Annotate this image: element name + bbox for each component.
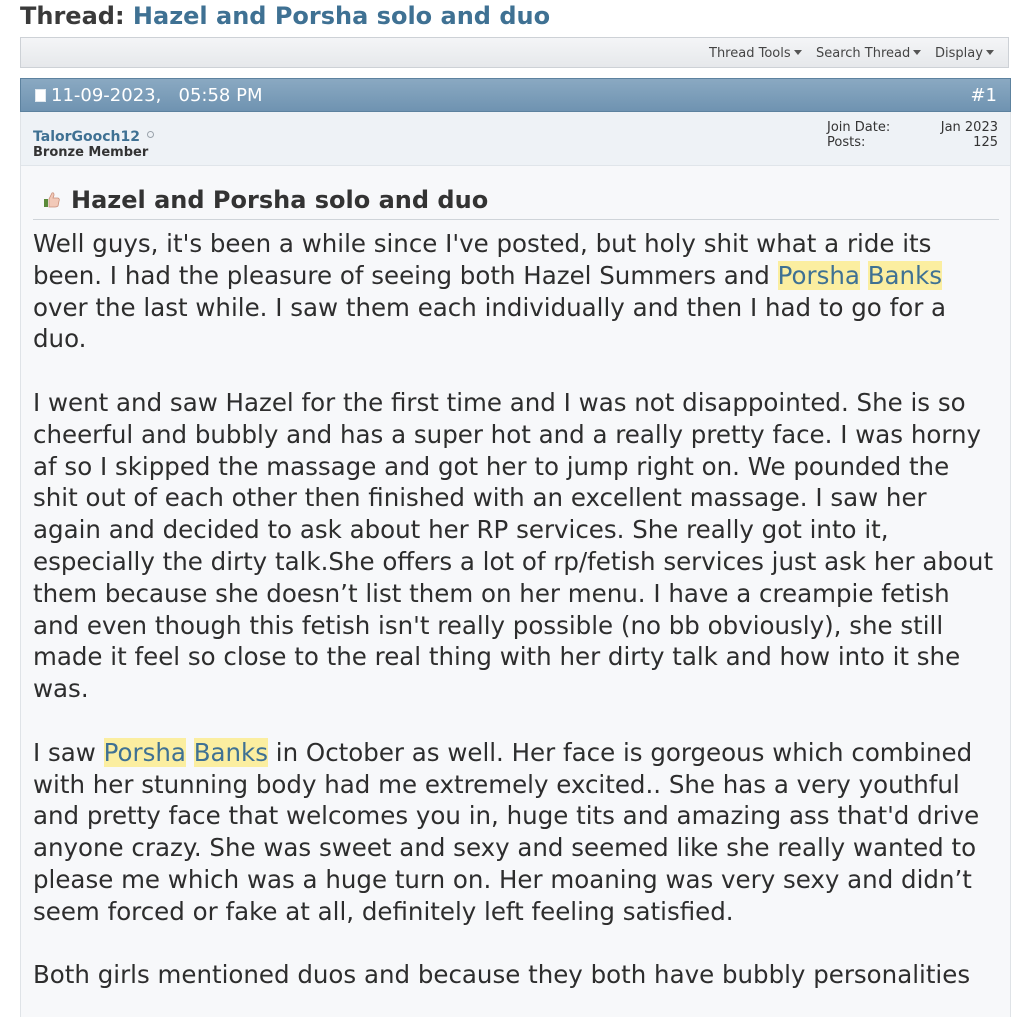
user-rank: Bronze Member: [33, 145, 149, 160]
post-status-icon: [35, 89, 46, 102]
thread-heading: [20, 0, 550, 32]
post-body: [20, 112, 1011, 1017]
thread-toolbar: [20, 37, 1009, 68]
text-run: I saw: [33, 737, 104, 767]
post-message: [33, 228, 999, 1023]
search-thread-label: Search Thread: [816, 46, 911, 61]
user-info-bar: [21, 112, 1010, 166]
chevron-down-icon: [986, 50, 994, 55]
paragraph-1: [33, 228, 999, 355]
text-run: in October as well. Her face is gorgeous which combined with her stunning body had me extremely excited.. She has a very youthful and pretty face that welcomes you in, huge tits and amazing ass that'd drive anyone crazy. She was sweet and sexy and seemed like she really wanted to please me which was a huge turn on. Her moaning was very sexy and didn’t seem forced or fake at all, definitely left feeling satisfied.: [33, 737, 980, 926]
thread-label: Thread:: [20, 2, 125, 30]
post-title: Hazel and Porsha solo and duo: [71, 186, 489, 214]
paragraph-3: [33, 737, 999, 928]
paragraph-2: I went and saw Hazel for the first time and I was not disappointed. She is so cheerful and bubbly and has a super hot and a really pretty face. I was horny af so I skipped the massage and got her to jump right on. We pounded the shit out of each other then finished with an excellent massage. I saw her again and decided to ask about her RP services. She really got into it, especially the dirty talk.She offers a lot of rp/fetish services just ask her about them because she doesn’t list them on her menu. I have a creampie fetish and even though this fetish isn't really possible (no bb obviously), she still made it feel so close to the real thing with her dirty talk and how into it she was.: [33, 387, 994, 704]
chevron-down-icon: [913, 50, 921, 55]
post-title-row: [33, 184, 999, 220]
post-date-value: 11-09-2023,: [51, 85, 162, 106]
thread-title-link[interactable]: Hazel and Porsha solo and duo: [132, 2, 551, 30]
text-run: Well guys, it's been a while since I've posted, but holy shit what a ride its been. I had the pleasure of seeing both Hazel Summers and: [33, 229, 932, 290]
posts-count: 125: [973, 135, 998, 150]
chevron-down-icon: [794, 50, 802, 55]
highlighted-link[interactable]: Banks: [867, 260, 943, 290]
thumbs-up-icon: [43, 191, 61, 209]
username-link[interactable]: TalorGooch12: [33, 129, 140, 145]
search-thread-menu[interactable]: [816, 46, 921, 61]
post-number-link[interactable]: #1: [970, 85, 997, 106]
posts-label: Posts:: [827, 135, 866, 150]
post-header: [20, 78, 1011, 112]
post-date: [51, 85, 263, 106]
highlighted-link[interactable]: Porsha: [777, 260, 860, 290]
highlighted-link[interactable]: Banks: [193, 737, 269, 767]
thread-tools-menu[interactable]: [709, 46, 802, 61]
highlighted-link[interactable]: Porsha: [103, 737, 186, 767]
text-run: over the last while. I saw them each individually and then I had to go for a duo.: [33, 292, 947, 354]
post-time: 05:58 PM: [178, 85, 263, 106]
paragraph-4: Both girls mentioned duos and because they both have bubbly personalities: [33, 960, 971, 990]
join-date-value: Jan 2023: [940, 120, 998, 135]
display-label: Display: [935, 46, 983, 61]
display-menu[interactable]: [935, 46, 994, 61]
join-date-label: Join Date:: [827, 120, 891, 135]
offline-status-icon: [147, 131, 154, 138]
thread-tools-label: Thread Tools: [709, 46, 791, 61]
